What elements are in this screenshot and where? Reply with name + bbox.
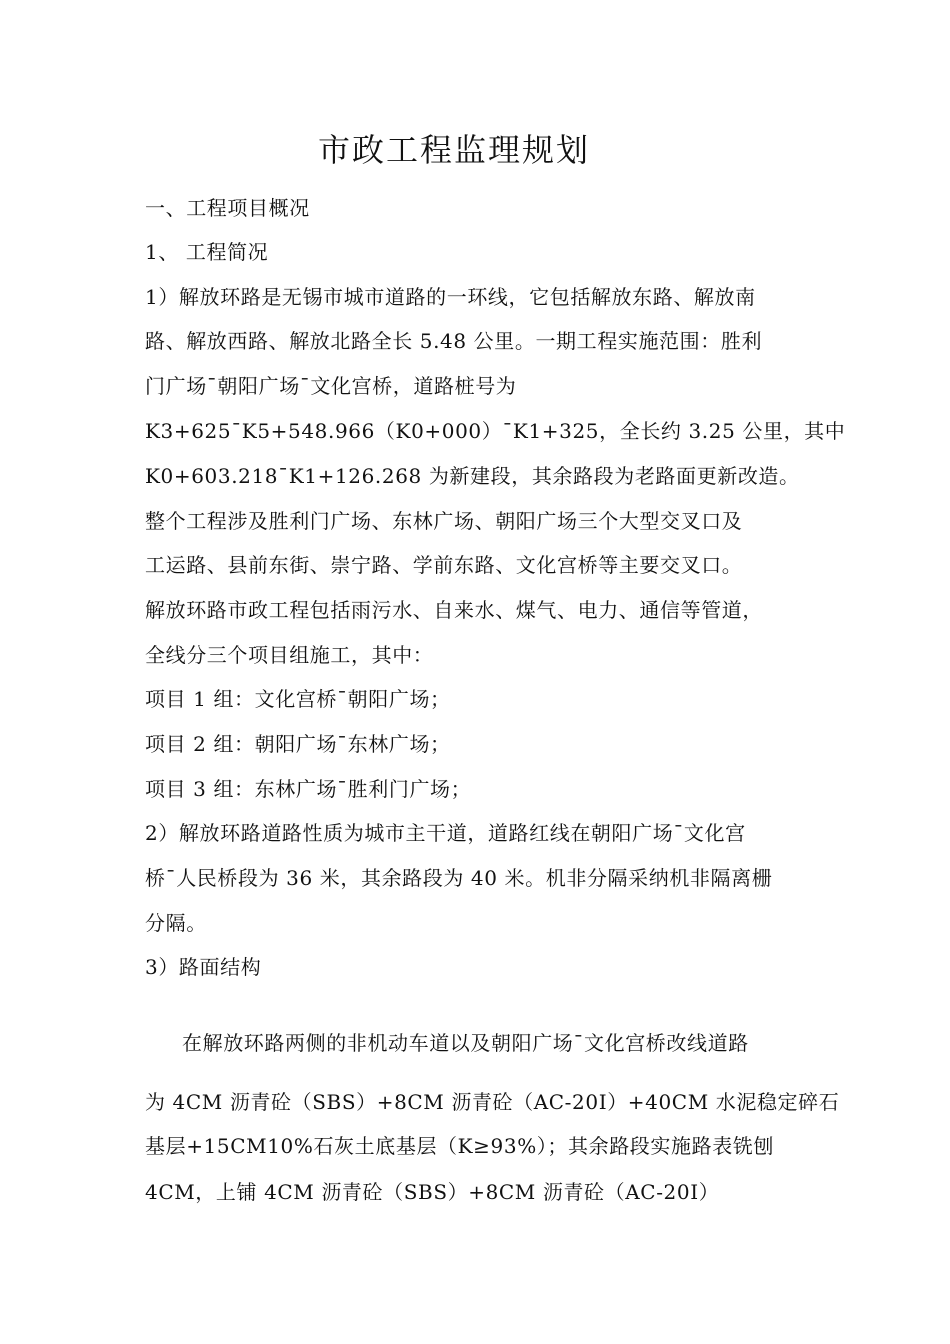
paragraph-line: 整个工程涉及胜利门广场、东林广场、朝阳广场三个大型交叉口及 — [145, 509, 743, 533]
paragraph-line: 解放环路市政工程包括雨污水、自来水、煤气、电力、通信等管道， — [145, 598, 763, 622]
paragraph-line: 4CM，上铺 4CM 沥青砼（SBS）+8CM 沥青砼（AC-20Ⅰ） — [145, 1180, 720, 1204]
paragraph-line: 工运路、县前东街、崇宁路、学前东路、文化宫桥等主要交叉口。 — [145, 553, 743, 577]
paragraph-line: 2）解放环路道路性质为城市主干道，道路红线在朝阳广场¯文化宫 — [145, 821, 746, 845]
paragraph-line: 为 4CM 沥青砼（SBS）+8CM 沥青砼（AC-20Ⅰ）+40CM 水泥稳定碎石 — [145, 1090, 840, 1114]
document-title: 市政工程监理规划 — [317, 131, 590, 169]
paragraph-line: 在解放环路两侧的非机动车道以及朝阳广场¯文化宫桥改线道路 — [182, 1031, 749, 1055]
paragraph-line: K3+625¯K5+548.966（K0+000）¯K1+325，全长约 3.25 公里，其中 — [145, 419, 846, 443]
paragraph-line: 桥¯人民桥段为 36 米，其余路段为 40 米。机非分隔采纳机非隔离栅 — [145, 866, 773, 890]
paragraph-line: 门广场¯朝阳广场¯文化宫桥，道路桩号为 — [145, 374, 517, 398]
paragraph-line: 分隔。 — [145, 911, 207, 935]
paragraph-line: 全线分三个项目组施工，其中： — [145, 643, 434, 667]
project-group-line: 项目 1 组：文化宫桥¯朝阳广场； — [145, 687, 451, 711]
paragraph-line: 1）解放环路是无锡市城市道路的一环线，它包括解放东路、解放南 — [145, 285, 756, 309]
paragraph-line: 基层+15CM10%石灰土底基层（K≥93%）；其余路段实施路表铣刨 — [145, 1134, 774, 1158]
paragraph-line: K0+603.218¯K1+126.268 为新建段，其余路段为老路面更新改造。 — [145, 464, 800, 488]
project-group-line: 项目 3 组：东林广场¯胜利门广场； — [145, 777, 472, 801]
project-group-line: 项目 2 组：朝阳广场¯东林广场； — [145, 732, 451, 756]
section-heading: 一、工程项目概况 — [145, 196, 310, 220]
paragraph-line: 路、解放西路、解放北路全长 5.48 公里。一期工程实施范围：胜利 — [145, 329, 763, 353]
subsection-heading: 3）路面结构 — [145, 955, 262, 979]
subsection-heading: 1、 工程简况 — [145, 240, 269, 264]
